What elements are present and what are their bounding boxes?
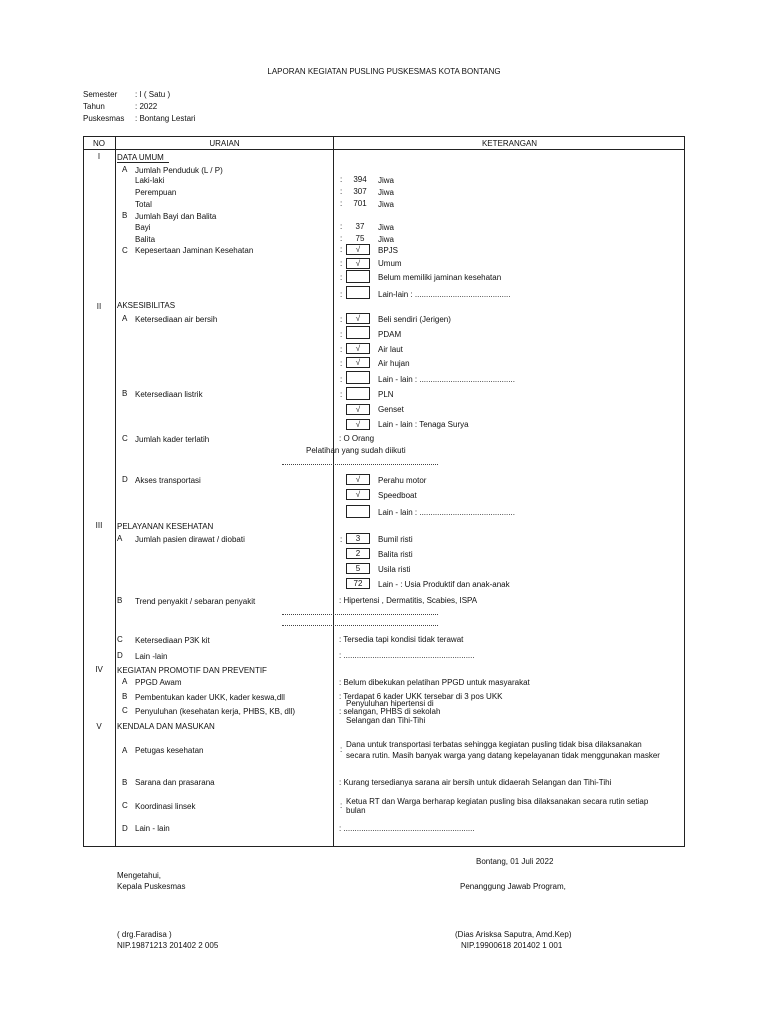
s5-a-label: Petugas kesehatan [135, 746, 204, 755]
balita-value: 75 [355, 234, 365, 243]
total-value: 701 [353, 199, 367, 208]
option-pln: PLN [378, 390, 394, 399]
checkbox-genset[interactable]: √ [346, 404, 370, 415]
s3-a-letter: A [117, 534, 123, 543]
col-divider-2 [333, 136, 334, 847]
header-divider [83, 149, 685, 150]
s1-c-label: Kepesertaan Jaminan Kesehatan [135, 246, 254, 255]
section-5-title: KENDALA DAN MASUKAN [117, 722, 215, 731]
trend-dotted-line-1 [282, 614, 438, 615]
s5-b-label: Sarana dan prasarana [135, 778, 215, 787]
s5-c-label: Koordinasi linsek [135, 802, 196, 811]
checkbox-perahu-motor[interactable]: √ [346, 474, 370, 485]
checkbox-jaminan-lain[interactable] [346, 286, 370, 299]
header-uraian: URAIAN [209, 139, 240, 148]
right-signer-title: Penanggung Jawab Program, [460, 882, 566, 891]
semester-label: Semester [83, 90, 118, 99]
option-umum: Umum [378, 259, 402, 268]
label-bumil-risti: Bumil risti [378, 535, 413, 544]
right-signer-nip: NIP.19900618 201402 1 001 [461, 941, 563, 950]
option-perahu-motor: Perahu motor [378, 476, 427, 485]
col-divider-1 [115, 136, 116, 847]
s4-c-letter: C [122, 706, 128, 715]
section-3-title: PELAYANAN KESEHATAN [117, 522, 214, 531]
s4-b-label: Pembentukan kader UKK, kader keswa,dll [135, 693, 285, 702]
checkbox-umum[interactable]: √ [346, 258, 370, 269]
left-signer-l2: Kepala Puskesmas [117, 882, 186, 891]
koordinasi-value-1: Ketua RT dan Warga berharap kegiatan pusling bisa dilaksanakan secara rutin setiap [346, 797, 649, 806]
report-title: LAPORAN KEGIATAN PUSLING PUSKESMAS KOTA BONTANG [267, 67, 501, 76]
option-air-lain: Lain - lain : ........................................... [378, 375, 515, 384]
option-transport-lain: Lain - lain : ........................................... [378, 508, 515, 517]
s3-b-letter: B [117, 596, 123, 605]
perempuan-unit: Jiwa [378, 188, 395, 197]
checkbox-air-lain[interactable] [346, 371, 370, 384]
p3k-value: : Tersedia tapi kondisi tidak terawat [339, 635, 464, 644]
checkbox-transport-lain[interactable] [346, 505, 370, 518]
bayi-value: 37 [355, 222, 365, 231]
s1-b-letter: B [122, 211, 128, 220]
s5-d-letter: D [122, 824, 128, 833]
checkbox-beli-sendiri[interactable]: √ [346, 313, 370, 324]
checkbox-pdam[interactable] [346, 326, 370, 339]
right-signer-name: (Dias Arisksa Saputra, Amd.Kep) [455, 930, 572, 939]
colon: : [340, 375, 343, 384]
s2-c-letter: C [122, 434, 128, 443]
semester-value: : I ( Satu ) [135, 90, 171, 99]
pelatihan-dotted-line [282, 464, 438, 465]
s3-c-letter: C [117, 635, 123, 644]
bayi-unit: Jiwa [378, 223, 395, 232]
total-unit: Jiwa [378, 200, 395, 209]
s2-a-letter: A [122, 314, 128, 323]
colon: : [340, 259, 343, 268]
colon: : [340, 330, 343, 339]
option-listrik-lain: Lain - lain : Tenaga Surya [378, 420, 469, 429]
colon: : [340, 390, 343, 399]
s2-a-label: Ketersediaan air bersih [135, 315, 218, 324]
petugas-value-2: secara rutin. Masih banyak warga yang datang kepelayanan tidak menggunakan masker [346, 751, 660, 760]
s5-b-letter: B [122, 778, 128, 787]
s1-c-letter: C [122, 246, 128, 255]
s3-d-label: Lain -lain [135, 652, 168, 661]
s2-b-letter: B [122, 389, 128, 398]
option-speedboat: Speedboat [378, 491, 417, 500]
s1-b-label: Jumlah Bayi dan Balita [135, 212, 217, 221]
section-1-title-underline [117, 162, 169, 163]
colon: : [340, 315, 343, 324]
trend-dotted-line-2 [282, 625, 438, 626]
place-date: Bontang, 01 Juli 2022 [476, 857, 554, 866]
colon: : [340, 801, 343, 810]
petugas-value-1: Dana untuk transportasi terbatas sehingga kegiatan pusling tidak bisa dilaksanakan [346, 740, 642, 749]
penyuluhan-value-3: Selangan dan Tihi-Tihi [346, 716, 426, 725]
colon: : [340, 745, 343, 754]
puskesmas-label: Puskesmas [83, 114, 125, 123]
total-label: Total [135, 200, 152, 209]
colon: : [340, 222, 343, 231]
laki-label: Laki-laki [135, 176, 165, 185]
sarana-value: : Kurang tersedianya sarana air bersih untuk didaerah Selangan dan Tihi-Tihi [339, 778, 612, 787]
s5-c-letter: C [122, 801, 128, 810]
colon: : [340, 273, 343, 282]
s1-a-label: Jumlah Penduduk (L / P) [135, 166, 223, 175]
tahun-label: Tahun [83, 102, 105, 111]
balita-label: Balita [135, 235, 156, 244]
s4-a-label: PPGD Awam [135, 678, 182, 687]
tahun-value: : 2022 [135, 102, 158, 111]
count-lain-lain: 72 [346, 578, 370, 589]
checkbox-bpjs[interactable]: √ [346, 244, 370, 255]
option-belum-jaminan: Belum memiliki jaminan kesehatan [378, 273, 502, 282]
s3-a-label: Jumlah pasien dirawat / diobati [135, 535, 245, 544]
option-air-laut: Air laut [378, 345, 403, 354]
colon: : [340, 290, 343, 299]
option-bpjs: BPJS [378, 246, 399, 255]
colon: : [340, 175, 343, 184]
pelatihan-label: Pelatihan yang sudah diikuti [306, 446, 406, 455]
option-pdam: PDAM [378, 330, 402, 339]
checkbox-air-hujan[interactable]: √ [346, 357, 370, 368]
label-balita-risti: Balita risti [378, 550, 413, 559]
penyuluhan-value-1: Penyuluhan hipertensi di [346, 699, 434, 708]
s3-c-label: Ketersediaan P3K kit [135, 636, 210, 645]
koordinasi-value-2: bulan [346, 806, 366, 815]
kader-terlatih-value: : O Orang [339, 434, 375, 443]
s4-b-letter: B [122, 692, 128, 701]
left-signer-l1: Mengetahui, [117, 871, 162, 880]
s4-a-letter: A [122, 677, 128, 686]
s3-b-label: Trend penyakit / sebaran penyakit [135, 597, 256, 606]
s2-d-label: Akses transportasi [135, 476, 201, 485]
balita-unit: Jiwa [378, 235, 395, 244]
s2-b-label: Ketersediaan listrik [135, 390, 203, 399]
colon: : [340, 187, 343, 196]
s4-c-label: Penyuluhan (kesehatan kerja, PHBS, KB, dll) [135, 707, 296, 716]
checkbox-belum-jaminan[interactable] [346, 270, 370, 283]
colon: : [340, 535, 343, 544]
section-4-title: KEGIATAN PROMOTIF DAN PREVENTIF [117, 666, 267, 675]
perempuan-value: 307 [353, 187, 367, 196]
colon: : [340, 345, 343, 354]
option-jaminan-lain: Lain-lain : ........................................... [378, 290, 511, 299]
section-5-no: V [96, 722, 102, 731]
bayi-label: Bayi [135, 223, 151, 232]
s5-lain-value: : ........................................................... [339, 824, 475, 833]
colon: : [340, 234, 343, 243]
header-keterangan: KETERANGAN [481, 139, 538, 148]
checkbox-pln[interactable] [346, 387, 370, 400]
ppgd-value: : Belum dibekukan pelatihan PPGD untuk masyarakat [339, 678, 530, 687]
count-balita-risti: 2 [346, 548, 370, 559]
left-signer-nip: NIP.19871213 201402 2 005 [117, 941, 219, 950]
colon: : [340, 199, 343, 208]
colon: : [340, 245, 343, 254]
count-usila-risti: 5 [346, 563, 370, 574]
s5-d-label: Lain - lain [135, 824, 170, 833]
laki-value: 394 [353, 175, 367, 184]
left-signer-name: ( drg.Faradisa ) [117, 930, 172, 939]
kader-ukk-value: : Terdapat 6 kader UKK tersebar di 3 pos UKK [339, 692, 503, 701]
checkbox-listrik-lain[interactable]: √ [346, 419, 370, 430]
label-lain-lain: Lain - : Usia Produktif dan anak-anak [378, 580, 510, 589]
penyuluhan-value-2: : selangan, PHBS di sekolah [339, 707, 441, 716]
checkbox-speedboat[interactable]: √ [346, 489, 370, 500]
s3-lain-value: : ........................................................... [339, 651, 475, 660]
option-beli-sendiri: Beli sendiri (Jerigen) [378, 315, 451, 324]
header-no: NO [93, 139, 105, 148]
puskesmas-value: : Bontang Lestari [135, 114, 196, 123]
checkbox-air-laut[interactable]: √ [346, 343, 370, 354]
count-bumil-risti: 3 [346, 533, 370, 544]
s2-c-label: Jumlah kader terlatih [135, 435, 210, 444]
s2-d-letter: D [122, 475, 128, 484]
s3-d-letter: D [117, 651, 123, 660]
trend-penyakit-value: : Hipertensi , Dermatitis, Scabies, ISPA [339, 596, 478, 605]
laki-unit: Jiwa [378, 176, 395, 185]
section-1-title: DATA UMUM [117, 153, 164, 162]
label-usila-risti: Usila risti [378, 565, 411, 574]
section-4-no: IV [95, 665, 103, 674]
section-1-no: I [97, 152, 101, 161]
option-genset: Genset [378, 405, 404, 414]
section-3-no: III [95, 521, 103, 530]
perempuan-label: Perempuan [135, 188, 177, 197]
section-2-title: AKSESIBILITAS [117, 301, 176, 310]
s1-a-letter: A [122, 165, 128, 174]
option-air-hujan: Air hujan [378, 359, 410, 368]
s5-a-letter: A [122, 746, 128, 755]
colon: : [340, 359, 343, 368]
section-2-no: II [96, 302, 102, 311]
